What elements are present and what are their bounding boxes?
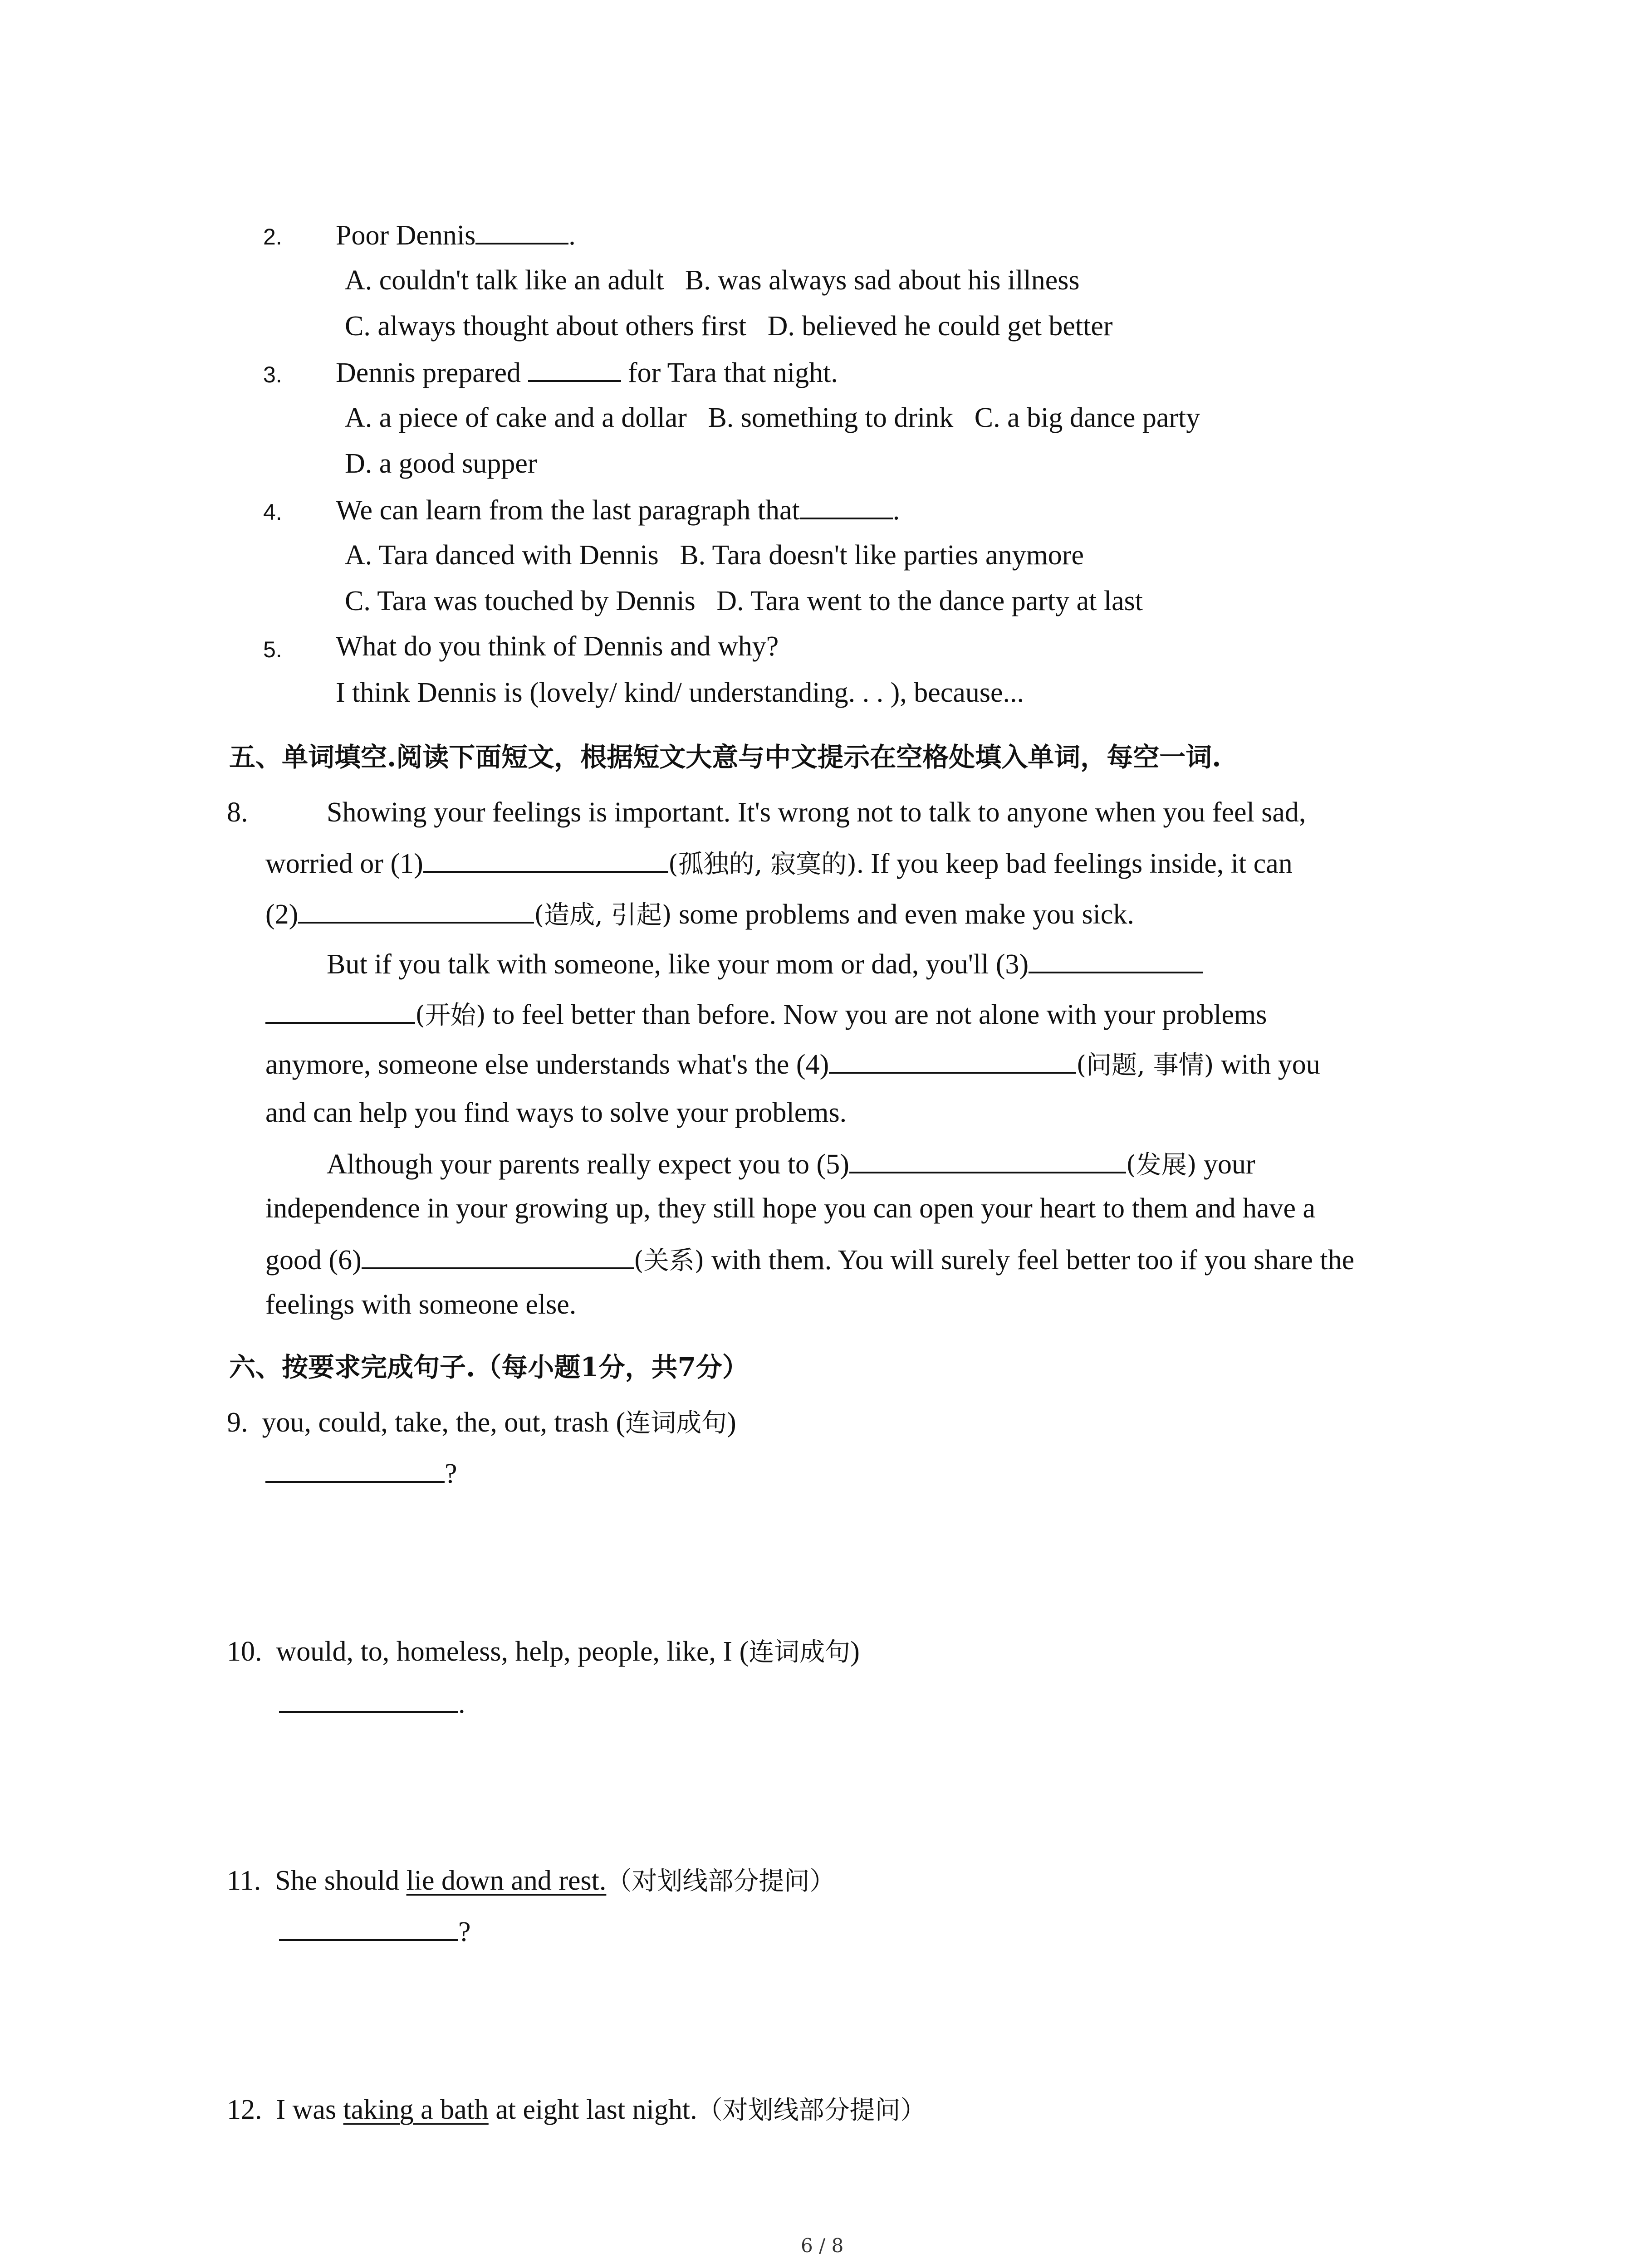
option-d[interactable]: D. Tara went to the dance party at last — [716, 586, 1143, 616]
question-10-answer: . — [279, 1688, 465, 1718]
instruction-hint: 连词成句 — [749, 1637, 851, 1667]
answer-blank[interactable] — [265, 1458, 445, 1483]
blank-4[interactable] — [829, 1049, 1076, 1074]
passage-line-11: feelings with someone else. — [265, 1289, 577, 1320]
blank-2[interactable] — [298, 899, 534, 924]
question-number: 3. — [263, 362, 282, 387]
answer-blank[interactable] — [800, 495, 893, 519]
question-4-options-cd — [345, 587, 1143, 615]
hint-1: (孤独的, 寂寞的) — [668, 850, 857, 879]
option-a[interactable]: A. a piece of cake and a dollar — [345, 402, 687, 433]
question-3-option-d — [345, 450, 537, 478]
option-b[interactable]: B. Tara doesn't like parties anymore — [680, 540, 1084, 571]
passage-line-2: worried or (1) (孤独的, 寂寞的). If you keep bad feelings inside, it can — [265, 848, 1293, 879]
underlined-phrase: taking a bath — [343, 2094, 489, 2125]
hint-6: (关系) — [633, 1246, 705, 1276]
question-number: 9. — [227, 1407, 248, 1438]
option-d[interactable]: D. a good supper — [345, 448, 537, 479]
passage-line-8: Although your parents really expect you to (5) (发展) your — [327, 1149, 1255, 1180]
passage-line-6: anymore, someone else understands what's the (4) (问题, 事情) with you — [265, 1049, 1320, 1080]
question-8-number: 8. — [227, 797, 248, 828]
question-number: 11. — [227, 1865, 261, 1896]
blank-1[interactable] — [423, 848, 668, 873]
answer-blank[interactable] — [528, 357, 621, 382]
question-3 — [263, 359, 282, 387]
question-12: 12. I was taking a bath at eight last night.（对划线部分提问） — [227, 2094, 926, 2125]
option-d[interactable]: D. believed he could get better — [767, 311, 1113, 342]
question-5-answer-hint: I think Dennis is (lovely/ kind/ understanding. . . ), because... — [336, 677, 1024, 708]
question-number: 4. — [263, 499, 282, 525]
question-5-stem: What do you think of Dennis and why? — [336, 631, 779, 662]
question-11-answer: ? — [279, 1916, 471, 1946]
page-number: 6 / 8 — [801, 2234, 844, 2257]
passage-line-7: and can help you find ways to solve your problems. — [265, 1097, 847, 1128]
question-3-options-abc — [345, 404, 1200, 432]
blank-5[interactable] — [849, 1149, 1126, 1173]
question-number: 2. — [263, 224, 282, 249]
question-9-answer: ? — [265, 1458, 457, 1488]
answer-blank[interactable] — [475, 220, 568, 244]
question-4-stem: We can learn from the last paragraph that . — [336, 495, 900, 526]
answer-blank[interactable] — [279, 1688, 458, 1713]
question-2-options-ab — [345, 266, 1079, 294]
option-b[interactable]: B. something to drink — [708, 402, 954, 433]
option-a[interactable]: A. couldn't talk like an adult — [345, 265, 664, 296]
underlined-phrase: lie down and rest. — [406, 1865, 607, 1896]
instruction-hint: （对划线部分提问） — [606, 1867, 835, 1896]
option-c[interactable]: C. always thought about others first — [345, 311, 747, 342]
blank-3-continued[interactable] — [265, 999, 415, 1024]
question-2-options-cd — [345, 312, 1113, 340]
passage-line-4: But if you talk with someone, like your mom or dad, you'll (3) — [327, 949, 1203, 978]
section-6-heading: 六、按要求完成句子.（每小题1分，共7分） — [229, 1352, 749, 1383]
option-c[interactable]: C. a big dance party — [974, 402, 1200, 433]
question-3-stem: Dennis prepared for Tara that night. — [336, 357, 838, 388]
hint-4: (问题, 事情) — [1076, 1051, 1214, 1080]
passage-line-10: good (6) (关系) with them. You will surely feel better too if you share the — [265, 1245, 1355, 1276]
hint-3: (开始) — [415, 1001, 486, 1030]
question-9: 9. you, could, take, the, out, trash (连词成句) — [227, 1407, 736, 1438]
blank-6[interactable] — [362, 1245, 634, 1269]
passage-line-3: (2) (造成, 引起) some problems and even make you sick. — [265, 899, 1134, 930]
question-number: 10. — [227, 1636, 262, 1667]
section-5-heading: 五、单词填空.阅读下面短文，根据短文大意与中文提示在空格处填入单词，每空一词. — [229, 742, 1221, 772]
option-c[interactable]: C. Tara was touched by Dennis — [345, 586, 696, 616]
question-4-options-ab — [345, 541, 1084, 569]
question-2-stem: Poor Dennis . — [336, 220, 576, 251]
blank-3[interactable] — [1029, 949, 1203, 973]
question-number: 5. — [263, 637, 282, 662]
passage-line-5: (开始) to feel better than before. Now you are not alone with your problems — [265, 999, 1267, 1029]
instruction-hint: 连词成句 — [625, 1408, 727, 1438]
option-a[interactable]: A. Tara danced with Dennis — [345, 540, 659, 571]
hint-2: (造成, 引起) — [534, 900, 672, 930]
answer-blank[interactable] — [279, 1916, 458, 1941]
question-4 — [263, 497, 282, 525]
instruction-hint: （对划线部分提问） — [697, 2096, 926, 2125]
option-b[interactable]: B. was always sad about his illness — [685, 265, 1080, 296]
question-11: 11. She should lie down and rest.（对划线部分提问） — [227, 1865, 835, 1896]
question-10: 10. would, to, homeless, help, people, like, I (连词成句) — [227, 1636, 860, 1667]
passage-line-1: Showing your feelings is important. It's wrong not to talk to anyone when you feel sad, — [327, 797, 1306, 828]
question-5 — [263, 634, 282, 662]
hint-5: (发展) — [1126, 1150, 1197, 1180]
question-number: 12. — [227, 2094, 262, 2125]
passage-line-9: independence in your growing up, they still hope you can open your heart to them and have a — [265, 1193, 1316, 1224]
question-2 — [263, 221, 282, 249]
